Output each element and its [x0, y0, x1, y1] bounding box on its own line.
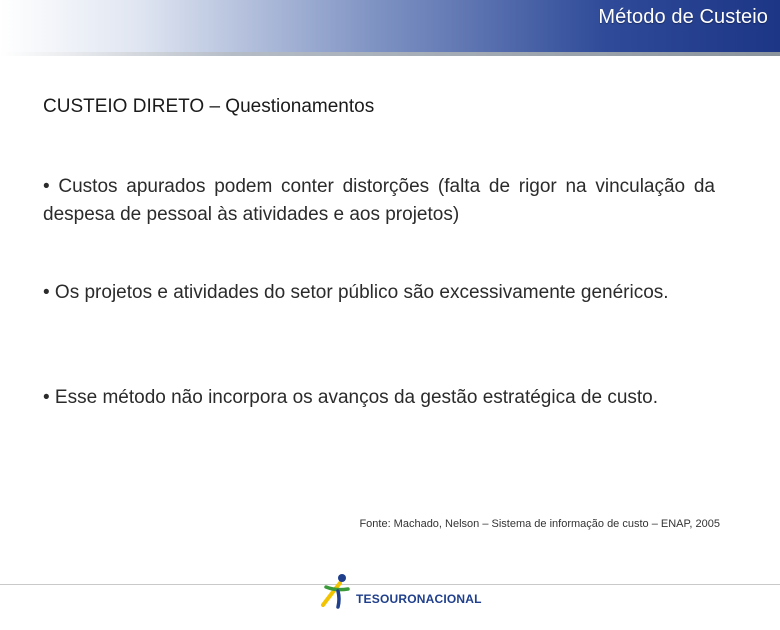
slide-title: Método de Custeio — [598, 6, 768, 28]
bullet-item-1: • Custos apurados podem conter distorções (falta de rigor na vinculação da despesa de pessoal às atividades e aos projetos) — [43, 176, 715, 225]
bullet-item-3: • Esse método não incorpora os avanços da gestão estratégica de custo. — [43, 387, 659, 408]
section-heading: CUSTEIO DIRETO – Questionamentos — [43, 96, 375, 117]
tesouro-nacional-star-figure-icon — [318, 571, 358, 613]
logo-wordmark: TESOURONACIONAL — [356, 592, 482, 606]
source-citation: Fonte: Machado, Nelson – Sistema de informação de custo – ENAP, 2005 — [359, 518, 720, 530]
bullet-item-2: • Os projetos e atividades do setor público são excessivamente genéricos. — [43, 282, 669, 303]
header-divider — [0, 52, 780, 56]
tesouro-nacional-logo — [318, 571, 482, 613]
